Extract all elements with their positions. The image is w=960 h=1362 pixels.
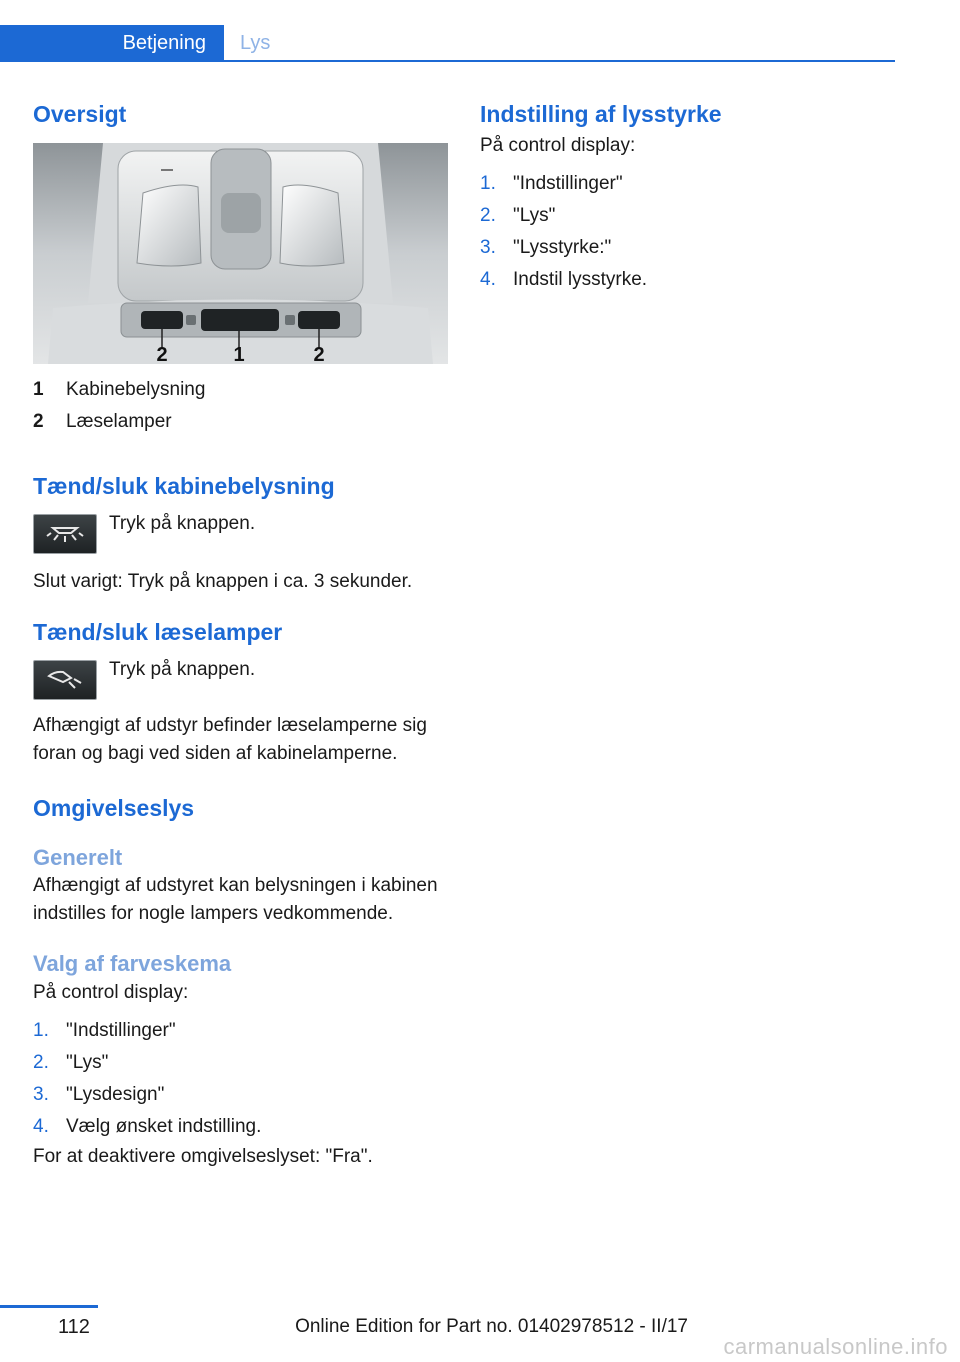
watermark: carmanualsonline.info	[723, 1334, 948, 1359]
step-number: 2.	[33, 1051, 49, 1073]
heading-oversigt: Oversigt	[33, 101, 127, 127]
right-column	[480, 100, 900, 296]
left-column	[33, 100, 448, 1171]
legend-text: Kabinebelysning	[66, 378, 206, 400]
list-item	[480, 168, 900, 200]
heading-brightness: Indstilling af lysstyrke	[480, 101, 722, 127]
list-item	[33, 1047, 448, 1079]
callout-label-reading-left: 2	[156, 343, 168, 364]
heading-general: Generelt	[33, 844, 123, 870]
legend-item	[33, 406, 448, 438]
step-text: Vælg ønsket indstilling.	[66, 1115, 262, 1137]
section-tab-lys[interactable]: Lys	[240, 31, 271, 54]
section-tab-betjening[interactable]: Betjening	[0, 25, 224, 61]
legend-number: 2	[33, 410, 44, 432]
step-number: 1.	[33, 1019, 49, 1041]
cabin-button-row	[33, 510, 448, 554]
list-item	[33, 1015, 448, 1047]
list-item	[33, 1079, 448, 1111]
step-text: Indstil lysstyrke.	[513, 268, 648, 290]
callout-label-reading-right: 2	[313, 343, 325, 364]
step-text: "Lys"	[513, 204, 556, 226]
reading-button-row	[33, 656, 448, 700]
step-text: "Indstillinger"	[66, 1019, 176, 1041]
brightness-steps-list	[480, 168, 900, 296]
color-steps-list	[33, 1015, 448, 1143]
color-intro: På control display:	[33, 981, 189, 1003]
footer-rule	[0, 1305, 98, 1308]
step-text: "Lysstyrke:"	[513, 236, 612, 258]
reading-description: Afhængigt af udstyr befinder læselamperne sig foran og bagi ved siden af kabinelamperne.	[33, 714, 427, 764]
list-item	[33, 1111, 448, 1143]
figure-legend	[33, 374, 448, 438]
step-text: "Indstillinger"	[513, 172, 623, 194]
overhead-console-figure	[33, 143, 448, 364]
page-header	[0, 0, 895, 62]
edition-note: Online Edition for Part no. 01402978512 - II/17	[295, 1316, 688, 1337]
step-number: 2.	[480, 204, 496, 226]
header-rule	[0, 60, 895, 62]
page-number: 112	[58, 1316, 90, 1338]
step-text: "Lys"	[66, 1051, 109, 1073]
list-item	[480, 232, 900, 264]
color-outro: For at deaktivere omgivelseslyset: "Fra".	[33, 1145, 373, 1167]
step-number: 4.	[480, 268, 496, 290]
step-number: 3.	[33, 1083, 49, 1105]
cabin-press-text: Tryk på knappen.	[109, 512, 256, 534]
reading-light-icon	[33, 660, 97, 700]
step-number: 3.	[480, 236, 496, 258]
overhead-console-illustration	[33, 143, 448, 364]
list-item	[480, 200, 900, 232]
heading-cabin-light: Tænd/sluk kabinebelysning	[33, 472, 335, 499]
heading-reading-light: Tænd/sluk læselamper	[33, 618, 283, 645]
legend-item	[33, 374, 448, 406]
heading-color-scheme: Valg af farveskema	[33, 951, 232, 977]
heading-ambient-light: Omgivelseslys	[33, 794, 195, 821]
step-number: 1.	[480, 172, 496, 194]
reading-press-text: Tryk på knappen.	[109, 658, 256, 680]
callout-label-cabin: 1	[233, 343, 245, 364]
step-text: "Lysdesign"	[66, 1083, 165, 1105]
general-text: Afhængigt af udstyret kan belysningen i kabinen indstilles for nogle lampers vedkommende.	[33, 875, 438, 925]
step-number: 4.	[33, 1115, 49, 1137]
list-item	[480, 264, 900, 296]
brightness-intro: På control display:	[480, 134, 636, 156]
cabin-light-icon	[33, 514, 97, 554]
cabin-permanent-text: Slut varigt: Tryk på knappen i ca. 3 sekunder.	[33, 570, 413, 592]
legend-number: 1	[33, 378, 44, 400]
legend-text: Læselamper	[66, 410, 172, 432]
